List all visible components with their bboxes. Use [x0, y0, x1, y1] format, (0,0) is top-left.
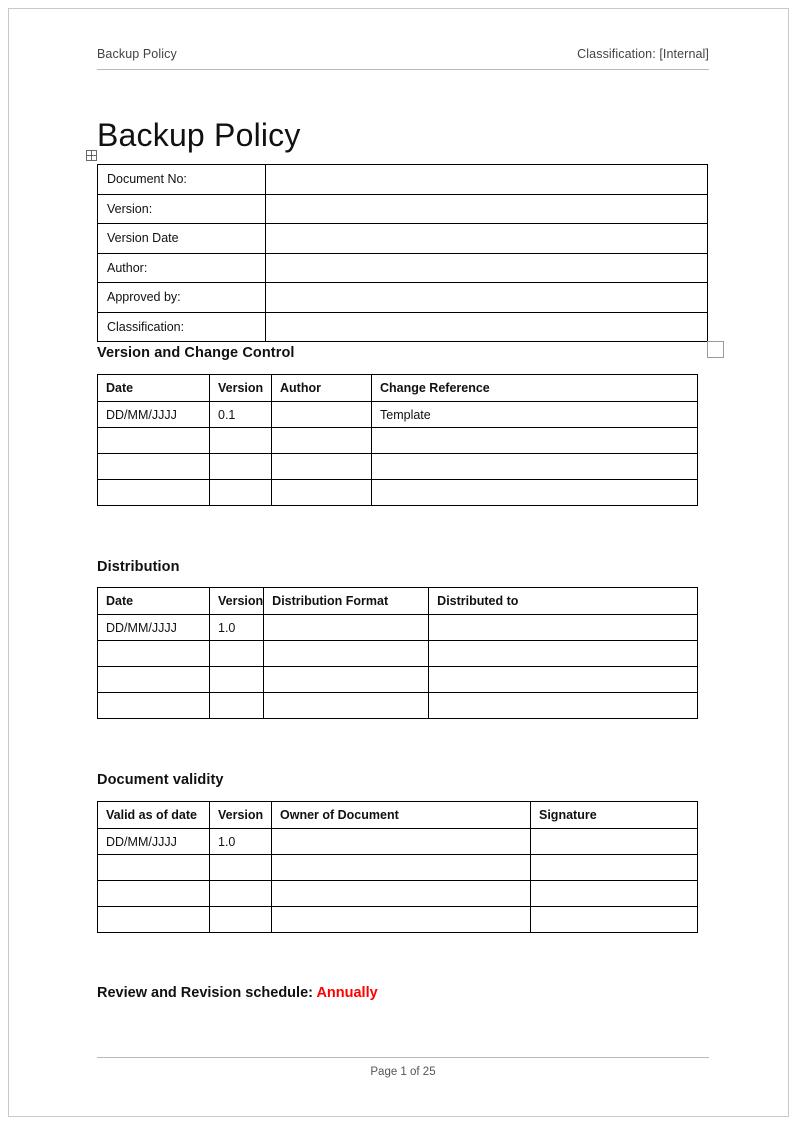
cell[interactable] — [272, 480, 372, 506]
cell[interactable]: Template — [372, 402, 698, 428]
table-row — [98, 615, 698, 641]
cell[interactable] — [98, 641, 210, 667]
header-left-text: Backup Policy — [97, 47, 177, 61]
page-number-text: Page 1 of 25 — [370, 1066, 436, 1078]
cell[interactable] — [98, 881, 210, 907]
table-row — [98, 829, 698, 855]
cell[interactable] — [210, 693, 264, 719]
cell[interactable] — [531, 907, 698, 933]
page-footer — [97, 1057, 709, 1078]
cell[interactable] — [210, 428, 272, 454]
table-header-row — [98, 375, 698, 402]
table-row — [98, 194, 708, 224]
cell[interactable] — [98, 907, 210, 933]
cell[interactable] — [272, 855, 531, 881]
table-row — [98, 402, 698, 428]
cell[interactable] — [210, 641, 264, 667]
table-row — [98, 855, 698, 881]
cell[interactable]: 1.0 — [210, 615, 264, 641]
header-right-classification: Classification: [Internal] — [577, 47, 709, 61]
table-row — [98, 667, 698, 693]
cell[interactable] — [272, 428, 372, 454]
section-heading-version-control: Version and Change Control — [97, 345, 295, 361]
table-row — [98, 907, 698, 933]
cell[interactable] — [98, 428, 210, 454]
page-title: Backup Policy — [97, 117, 301, 153]
section-heading-distribution: Distribution — [97, 559, 180, 575]
meta-value[interactable] — [266, 312, 708, 342]
meta-label: Classification: — [98, 312, 266, 342]
cell[interactable] — [210, 480, 272, 506]
table-row — [98, 283, 708, 313]
distribution-table — [97, 587, 698, 719]
section-heading-document-validity: Document validity — [97, 772, 224, 788]
review-schedule-label: Review and Revision schedule: — [97, 985, 317, 1001]
cell[interactable] — [429, 667, 698, 693]
cell[interactable] — [264, 641, 429, 667]
document-page — [8, 8, 789, 1117]
table-row — [98, 480, 698, 506]
cell[interactable] — [372, 480, 698, 506]
cell[interactable] — [210, 454, 272, 480]
table-row — [98, 693, 698, 719]
column-header: Version — [210, 802, 272, 829]
cell[interactable] — [264, 615, 429, 641]
column-header: Version — [210, 375, 272, 402]
review-schedule-line — [97, 985, 378, 1001]
meta-value[interactable] — [266, 165, 708, 195]
cell[interactable]: DD/MM/JJJJ — [98, 402, 210, 428]
table-row — [98, 454, 698, 480]
cell[interactable] — [531, 881, 698, 907]
table-row — [98, 253, 708, 283]
column-header: Date — [98, 375, 210, 402]
meta-value[interactable] — [266, 194, 708, 224]
column-header: Distributed to — [429, 588, 698, 615]
comment-anchor-box[interactable] — [707, 341, 724, 358]
table-row — [98, 312, 708, 342]
cell[interactable] — [429, 615, 698, 641]
cell[interactable] — [429, 641, 698, 667]
table-header-row — [98, 588, 698, 615]
cell[interactable] — [264, 693, 429, 719]
column-header: Date — [98, 588, 210, 615]
cell[interactable]: 0.1 — [210, 402, 272, 428]
cell[interactable] — [98, 693, 210, 719]
column-header: Distribution Format — [264, 588, 429, 615]
cell[interactable] — [98, 454, 210, 480]
column-header: Valid as of date — [98, 802, 210, 829]
document-validity-table — [97, 801, 698, 933]
column-header: Change Reference — [372, 375, 698, 402]
table-row — [98, 881, 698, 907]
cell[interactable] — [272, 402, 372, 428]
cell[interactable] — [210, 667, 264, 693]
cell[interactable] — [272, 881, 531, 907]
cell[interactable] — [210, 907, 272, 933]
review-schedule-value: Annually — [316, 985, 378, 1001]
cell[interactable]: 1.0 — [210, 829, 272, 855]
meta-value[interactable] — [266, 253, 708, 283]
column-header: Version — [210, 588, 264, 615]
meta-label: Version Date — [98, 224, 266, 254]
cell[interactable] — [210, 855, 272, 881]
cell[interactable] — [429, 693, 698, 719]
cell[interactable] — [372, 454, 698, 480]
cell[interactable] — [98, 667, 210, 693]
cell[interactable]: DD/MM/JJJJ — [98, 615, 210, 641]
cell[interactable] — [210, 881, 272, 907]
table-header-row — [98, 802, 698, 829]
version-change-control-table — [97, 374, 698, 506]
table-row — [98, 165, 708, 195]
cell[interactable] — [272, 829, 531, 855]
table-row — [98, 641, 698, 667]
cell[interactable] — [272, 454, 372, 480]
cell[interactable] — [372, 428, 698, 454]
table-row — [98, 428, 698, 454]
meta-label: Approved by: — [98, 283, 266, 313]
table-move-handle-icon[interactable] — [86, 150, 97, 161]
cell[interactable] — [531, 829, 698, 855]
cell[interactable] — [272, 907, 531, 933]
meta-label: Version: — [98, 194, 266, 224]
meta-value[interactable] — [266, 283, 708, 313]
cell[interactable] — [98, 855, 210, 881]
cell[interactable] — [531, 855, 698, 881]
cell[interactable] — [98, 480, 210, 506]
page-header — [97, 47, 709, 70]
meta-value[interactable] — [266, 224, 708, 254]
table-row — [98, 224, 708, 254]
cell[interactable] — [264, 667, 429, 693]
column-header: Owner of Document — [272, 802, 531, 829]
cell[interactable]: DD/MM/JJJJ — [98, 829, 210, 855]
document-meta-table — [97, 164, 708, 342]
column-header: Author — [272, 375, 372, 402]
meta-label: Document No: — [98, 165, 266, 195]
meta-label: Author: — [98, 253, 266, 283]
column-header: Signature — [531, 802, 698, 829]
